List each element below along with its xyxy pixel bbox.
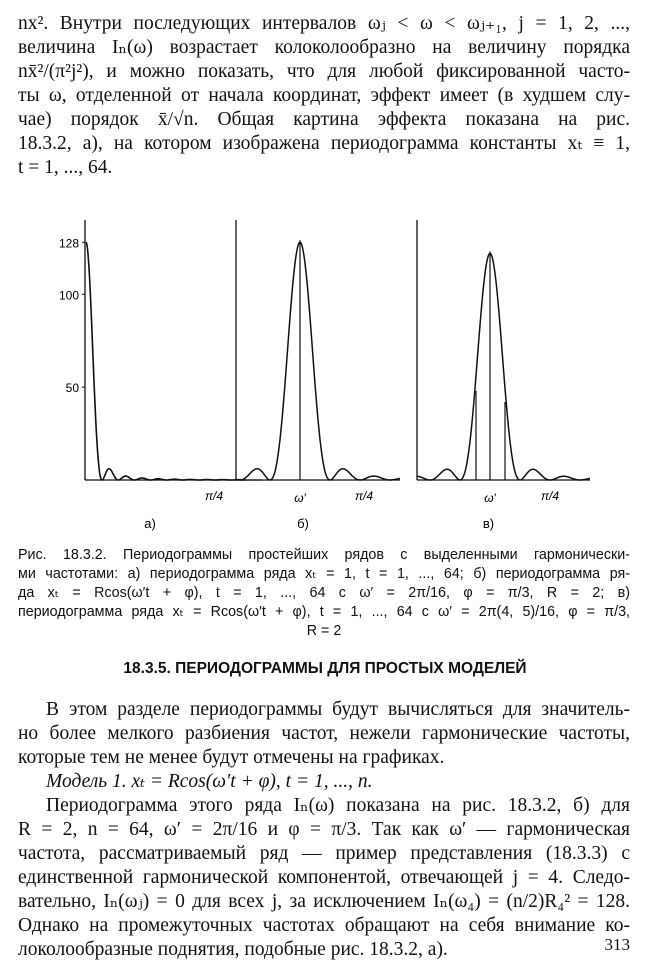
panel-a	[59, 220, 262, 531]
panel-label: б)	[297, 516, 309, 531]
body-line: R = 2, n = 64, ω′ = 2π/16 и φ = π/3. Так как ω′ — гармоническая	[18, 819, 630, 840]
intro-line: ты ω, отделенной от начала координат, эффект имеет (в худшем слу-	[18, 85, 630, 106]
body-line: В этом разделе периодограммы будут вычисляться для значитель-	[46, 699, 630, 720]
caption-line: Рис. 18.3.2. Периодограммы простейших рядов с выделенными гармонически-	[18, 547, 630, 563]
series-line	[417, 253, 590, 480]
body-line: вательно, Iₙ(ωⱼ) = 0 для всех j, за исключением Iₙ(ω₄) = (n/2)R₄² = 128.	[18, 891, 630, 912]
body-line: единственной гармонической компонентой, отвечающей j = 4. Следо-	[18, 867, 630, 888]
panel-label: в)	[482, 516, 495, 531]
x-tick-label: π/4	[354, 489, 374, 503]
model-line: Модель 1. xₜ = Rcos(ω′t + φ), t = 1, ..., n.	[46, 771, 373, 792]
caption-line: да xₜ = Rcos(ω′t + φ), t = 1, ..., 64 с ω′ = 2π/16, φ = π/3, R = 2; в)	[18, 585, 630, 601]
body-line: Однако на промежуточных частотах обращают на себя внимание ко-	[18, 915, 630, 936]
body-line: локолообразные поднятия, подобные рис. 18.3.2, а).	[18, 939, 448, 960]
x-tick-label: π/4	[540, 489, 560, 503]
series-line	[86, 242, 245, 480]
x-tick-label: ω′	[294, 491, 306, 505]
intro-line: nx̄²/(π²j²), и можно показать, что для любой фиксированной часто-	[18, 61, 630, 82]
y-tick-label: 128	[58, 236, 79, 251]
figure-periodograms	[0, 200, 650, 540]
body-line: Периодограмма этого ряда Iₙ(ω) показана на рис. 18.3.2, б) для	[46, 795, 630, 816]
page-number: 313	[604, 935, 630, 954]
intro-line: t = 1, ..., 64.	[18, 157, 113, 178]
x-tick-label: π/4	[204, 489, 224, 503]
series-line	[236, 242, 400, 480]
figure-caption	[18, 546, 630, 641]
x-tick-label: ω′	[484, 491, 496, 505]
y-tick-label: 50	[65, 381, 79, 396]
intro-line: величина Iₙ(ω) возрастает колоколообразно на величину порядка	[18, 37, 630, 58]
caption-line: ми частотами: а) периодограмма ряда xₜ = 1, t = 1, ..., 64; б) периодограмма ря-	[18, 566, 630, 582]
y-tick-label: 100	[58, 288, 79, 303]
intro-line: nx². Внутри последующих интервалов ωⱼ < ω < ωⱼ₊₁, j = 1, 2, ...,	[18, 13, 630, 34]
intro-line: 18.3.2, а), на котором изображена периодограмма константы xₜ ≡ 1,	[18, 133, 630, 154]
caption-line: R = 2	[306, 623, 342, 639]
panel-c	[417, 220, 590, 531]
section-heading: 18.3.5. ПЕРИОДОГРАММЫ ДЛЯ ПРОСТЫХ МОДЕЛЕЙ	[123, 660, 527, 677]
caption-line: периодограмма ряда xₜ = Rcos(ω′t + φ), t = 1, ..., 64 с ω′ = 2π(4, 5)/16, φ = π/3,	[18, 604, 630, 620]
intro-line: чае) порядок x̄/√n. Общая картина эффекта показана на рис.	[18, 109, 630, 130]
body-line: частота, рассматриваемый ряд — пример представления (18.3.3) с	[18, 843, 630, 864]
body-paragraph	[18, 698, 630, 962]
body-line: но более мелкого разбиения частот, нежели гармонические частоты,	[18, 723, 630, 744]
panel-b	[236, 220, 400, 531]
body-line: которые тем не менее будут отмечены на графиках.	[18, 747, 445, 768]
panel-label: а)	[144, 516, 156, 531]
intro-paragraph	[18, 12, 630, 180]
